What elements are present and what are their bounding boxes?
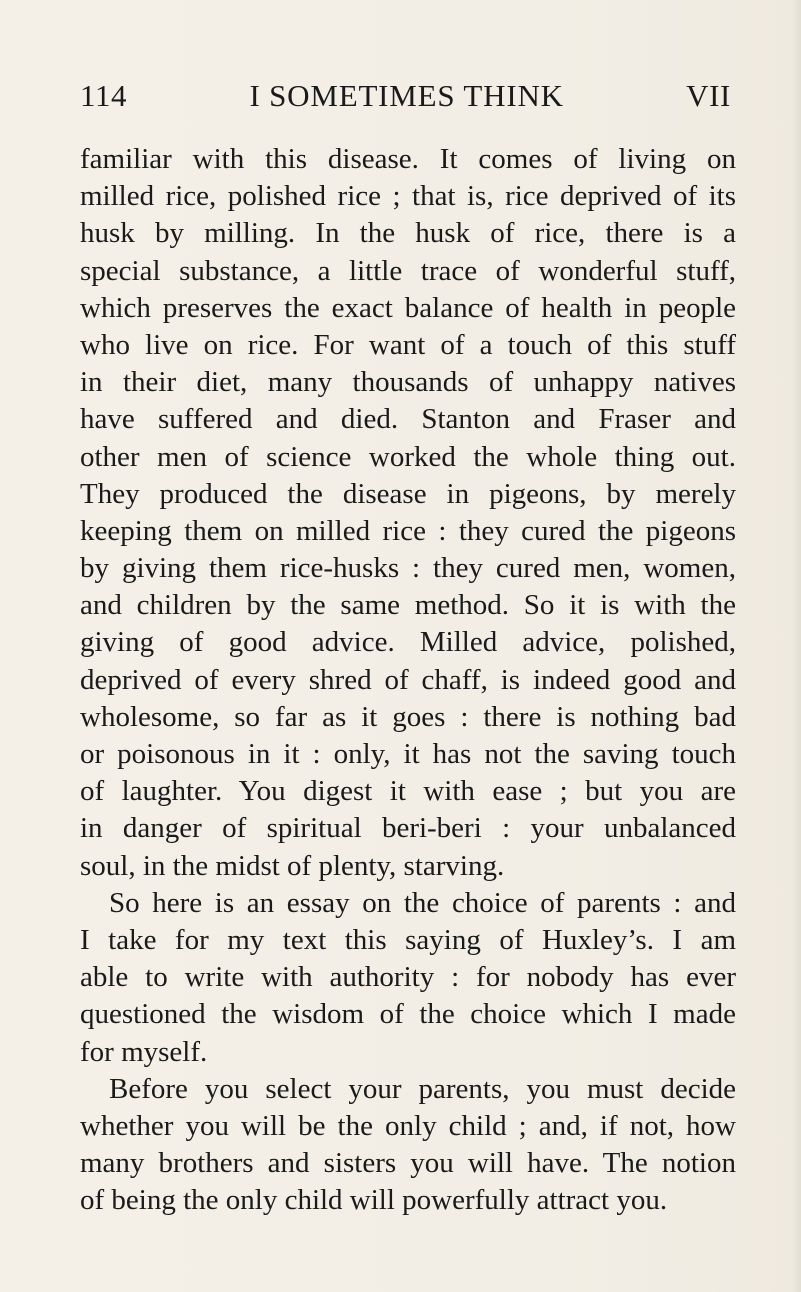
text-line: giving of good advice. Milled advice, polished,: [80, 626, 736, 659]
chapter-number: VII: [686, 78, 731, 113]
text-line: have suffered and died. Stanton and Fraser and: [80, 403, 736, 436]
text-line: who live on rice. For want of a touch of this stuff: [80, 328, 736, 361]
text-line: other men of science worked the whole thing out.: [80, 440, 736, 473]
running-title: I SOMETIMES THINK: [249, 78, 564, 113]
text-line: I take for my text this saying of Huxley’s. I am: [80, 923, 736, 956]
text-line: special substance, a little trace of wonderful stuff,: [80, 254, 736, 287]
text-line: of being the only child will powerfully attract you.: [80, 1184, 668, 1217]
page-number: 114: [80, 78, 128, 113]
text-line: They produced the disease in pigeons, by merely: [80, 477, 736, 510]
text-line: able to write with authority : for nobody has ever: [80, 961, 736, 994]
text-line: soul, in the midst of plenty, starving.: [80, 849, 505, 882]
page-edge-shadow: [791, 0, 801, 1292]
text-line: questioned the wisdom of the choice which I made: [80, 998, 736, 1031]
running-header: [80, 78, 731, 126]
page-body-text: [80, 141, 736, 1219]
text-line: in their diet, many thousands of unhappy natives: [80, 366, 736, 399]
text-line: for myself.: [80, 1035, 208, 1068]
text-line: husk by milling. In the husk of rice, there is a: [80, 217, 736, 250]
text-line: Before you select your parents, you must decide: [109, 1072, 736, 1105]
text-line: and children by the same method. So it is with the: [80, 589, 736, 622]
text-line: by giving them rice-husks : they cured men, women,: [80, 552, 736, 585]
text-line: many brothers and sisters you will have. The notion: [80, 1147, 736, 1180]
text-line: So here is an essay on the choice of parents : and: [109, 886, 736, 919]
text-line: or poisonous in it : only, it has not the saving touch: [80, 738, 736, 770]
text-line: keeping them on milled rice : they cured the pigeons: [80, 514, 736, 547]
text-line: in danger of spiritual beri-beri : your unbalanced: [80, 812, 736, 845]
text-line: deprived of every shred of chaff, is indeed good and: [80, 663, 736, 696]
text-line: whether you will be the only child ; and, if not, how: [80, 1109, 736, 1142]
text-line: milled rice, polished rice ; that is, rice deprived of its: [80, 180, 736, 213]
text-line: which preserves the exact balance of health in people: [80, 291, 736, 324]
text-line: wholesome, so far as it goes : there is nothing bad: [80, 700, 736, 733]
text-line: familiar with this disease. It comes of living on: [80, 143, 736, 175]
text-line: of laughter. You digest it with ease ; but you are: [80, 775, 736, 808]
